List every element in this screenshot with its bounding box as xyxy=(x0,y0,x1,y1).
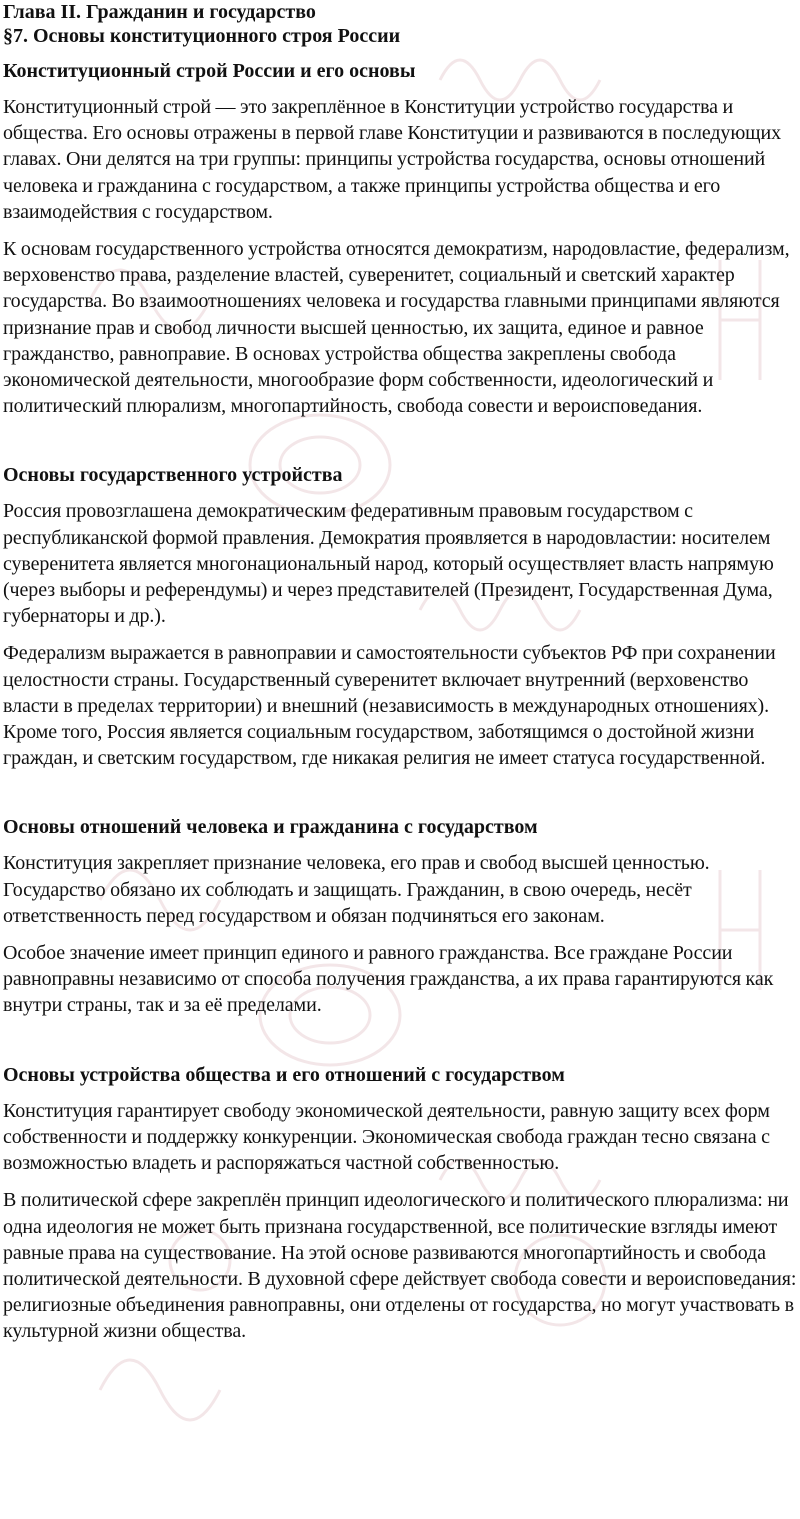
section-constitutional-order xyxy=(3,58,800,419)
body-paragraph: Конституция гарантирует свободу экономической деятельности, равную защиту всех форм собственности и поддержку конкуренции. Экономическая свобода граждан тесно связана с возможностью владеть и распоряжаться частной собственностью. xyxy=(3,1099,770,1175)
body-paragraph: Россия провозглашена демократическим федеративным правовым государством с республиканской формой правления. Демократия проявляется в народовластии: носителем суверенитета является многонациональный народ, который осуществляет власть напрямую (через выборы и референдумы) и через представителей (Президент, Государственная Дума, губернаторы и др.). xyxy=(3,500,774,628)
body-paragraph: Федерализм выражается в равноправии и самостоятельности субъектов РФ при сохранении целостности страны. Государственный суверенитет включает внутренний (верховенство власти в пределах территории) и внешний (независимость в международных отношениях). Кроме того, Россия является социальным государством, заботящимся о достойной жизни граждан, и светским государством, где никакая религия не имеет статуса государственной. xyxy=(3,642,776,770)
chapter-title: Глава II. Гражданин и государство xyxy=(3,1,316,23)
section-title: Основы отношений человека и гражданина с государством xyxy=(3,816,538,839)
body-paragraph: Конституция закрепляет признание человека, его прав и свобод высшей ценностью. Государство обязано их соблюдать и защищать. Гражданин, в свою очередь, несёт ответственность перед государством и обязан подчиняться его законам. xyxy=(3,852,710,927)
section-state-structure xyxy=(3,462,800,771)
body-paragraph: Особое значение имеет принцип единого и равного гражданства. Все граждане России равноправны независимо от способа получения гражданства, а их права гарантируются как внутри страны, так и за её пределами. xyxy=(3,942,774,1017)
paragraph-title: §7. Основы конституционного строя России xyxy=(3,25,401,47)
body-paragraph: Конституционный строй — это закреплённое в Конституции устройство государства и общества. Его основы отражены в первой главе Конституции и развиваются в последующих главах. Они делятся на три группы: принципы устройства государства, основы отношений человека и гражданина с государством, а также принципы устройства общества и его взаимодействия с государством. xyxy=(3,96,781,223)
body-paragraph: В политической сфере закреплён принцип идеологического и политического плюрализма: ни одна идеология не может быть признана государственной, все политические взгляды имеют равные права на существование. На этой основе развиваются многопартийность и свобода политической деятельности. В духовной сфере действует свобода совести и вероисповедания: религиозные объединения равноправны, они отделены от государства, но могут участвовать в культурной жизни общества. xyxy=(3,1189,797,1343)
section-title: Основы устройства общества и его отношений с государством xyxy=(3,1063,565,1086)
section-title: Конституционный строй России и его основы xyxy=(3,60,416,82)
section-title: Основы государственного устройства xyxy=(3,464,343,487)
body-paragraph: К основам государственного устройства относятся демократизм, народовластие, федерализм, верховенство права, разделение властей, суверенитет, социальный и светский характер государства. Во взаимоотношениях человека и государства главными принципами являются признание прав и свобод личности высшей ценностью, их защита, единое и равное гражданство, равноправие. В основах устройства общества закреплены свобода экономической деятельности, многообразие форм собственности, идеологический и политический плюрализм, многопартийность, свобода совести и вероисповедания. xyxy=(3,238,790,418)
section-citizen-state-relations xyxy=(3,814,800,1018)
section-society-structure xyxy=(3,1062,800,1345)
